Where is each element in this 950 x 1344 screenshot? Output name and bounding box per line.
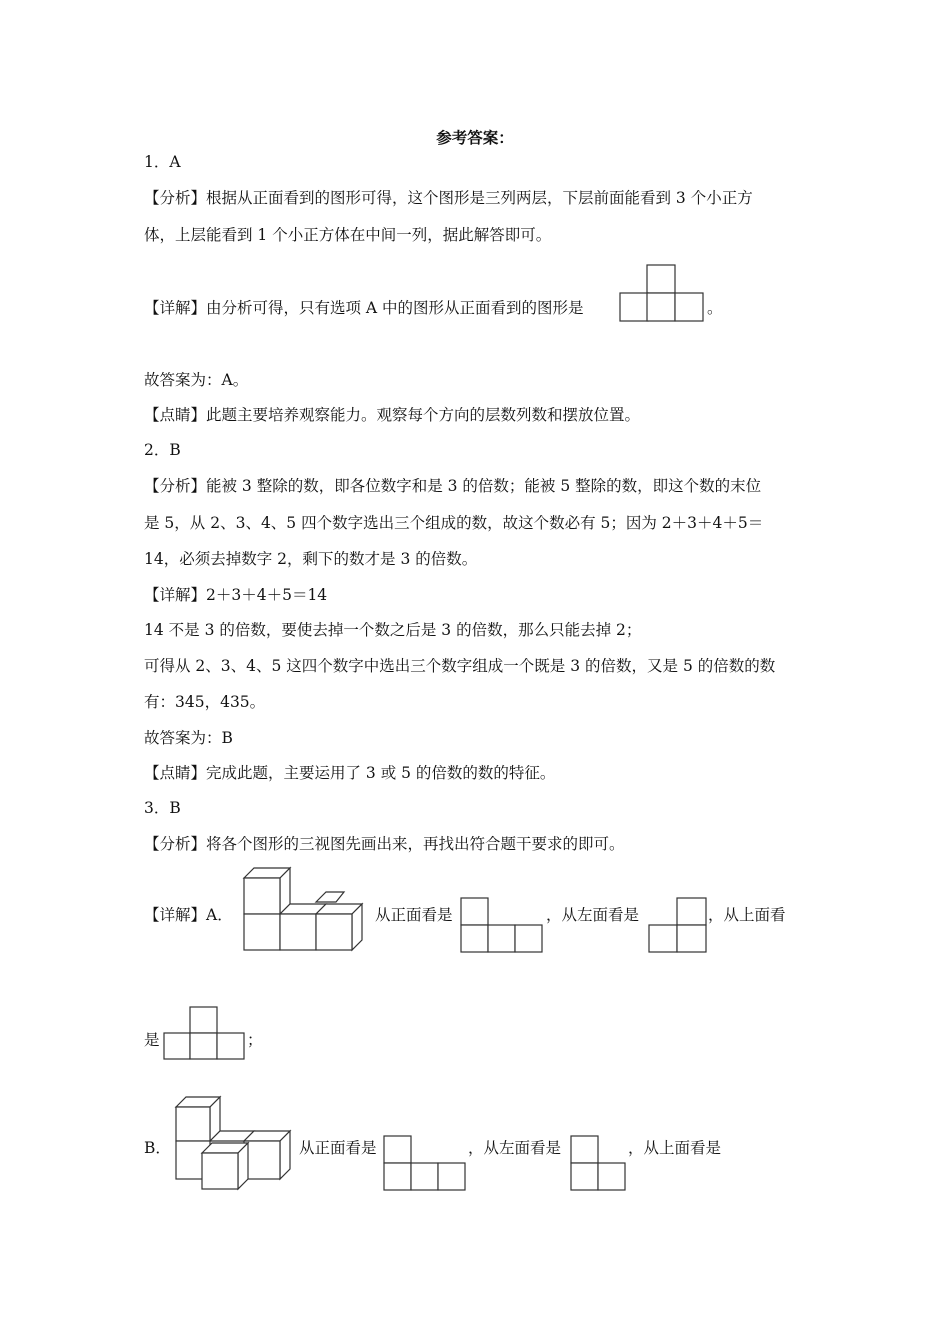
q2-analysis-line-1: 【分析】能被 3 整除的数，即各位数字和是 3 的倍数；能被 5 整除的数，即这个数的末位 [144,477,762,495]
cube-stack-b-figure [172,1093,297,1193]
q1-analysis-line-2: 体，上层能看到 1 个小正方体在中间一列，据此解答即可。 [144,226,552,244]
q2-conclusion: 故答案为：B [144,729,233,747]
cube-stack-a-figure [240,864,365,954]
q3-answer: 3．B [144,799,181,817]
q3-b-left-label: ，从左面看是 [468,1139,562,1157]
q3-a-left-label: ，从左面看是 [546,906,640,924]
left-view-b-figure [569,1134,629,1194]
q3-semicolon: ； [247,1031,263,1049]
q1-analysis-line-1: 【分析】根据从正面看到的图形可得，这个图形是三列两层，下层前面能看到 3 个小正方 [144,189,753,207]
front-view-figure-q1 [618,263,708,323]
q2-analysis-line-2: 是 5，从 2、3、4、5 四个数字选出三个组成的数，故这个数必有 5；因为 2＋3＋4＋5＝ [144,514,764,532]
page-title: 参考答案： [436,128,514,147]
q3-b-prefix: B． [144,1139,171,1157]
q2-detail-line-4: 有：345，435。 [144,693,266,711]
q3-analysis: 【分析】将各个图形的三视图先画出来，再找出符合题干要求的即可。 [144,835,625,853]
q2-detail-line-2: 14 不是 3 的倍数，要使去掉一个数之后是 3 的倍数，那么只能去掉 2； [144,621,642,639]
left-view-a-figure [647,896,712,956]
q1-answer: 1．A [144,153,181,171]
q3-a-top-label-cont: 是 [144,1031,160,1049]
front-view-a-figure [459,896,544,956]
q1-detail: 【详解】由分析可得，只有选项 A 中的图形从正面看到的图形是 [144,299,584,317]
q2-detail-line-3: 可得从 2、3、4、5 这四个数字中选出三个数字组成一个既是 3 的倍数，又是 5 的倍数的数 [144,657,776,675]
front-view-b-figure [382,1134,467,1194]
q3-a-top-label: ，从上面看 [708,906,786,924]
q2-comment: 【点睛】完成此题，主要运用了 3 或 5 的倍数的数的特征。 [144,764,556,782]
q3-a-front-label: 从正面看是 [375,906,453,924]
q3-b-top-label: ，从上面看是 [628,1139,722,1157]
q2-answer: 2．B [144,441,181,459]
q1-comment: 【点睛】此题主要培养观察能力。观察每个方向的层数列数和摆放位置。 [144,406,641,424]
q1-detail-suffix: 。 [707,299,723,317]
q2-detail-line-1: 【详解】2＋3＋4＋5＝14 [144,586,328,604]
q1-conclusion: 故答案为：A。 [144,371,249,389]
q3-b-front-label: 从正面看是 [299,1139,377,1157]
q2-analysis-line-3: 14，必须去掉数字 2，剩下的数才是 3 的倍数。 [144,550,478,568]
q3-detail-a-prefix: 【详解】A． [144,906,233,924]
top-view-a-figure [162,1005,247,1062]
